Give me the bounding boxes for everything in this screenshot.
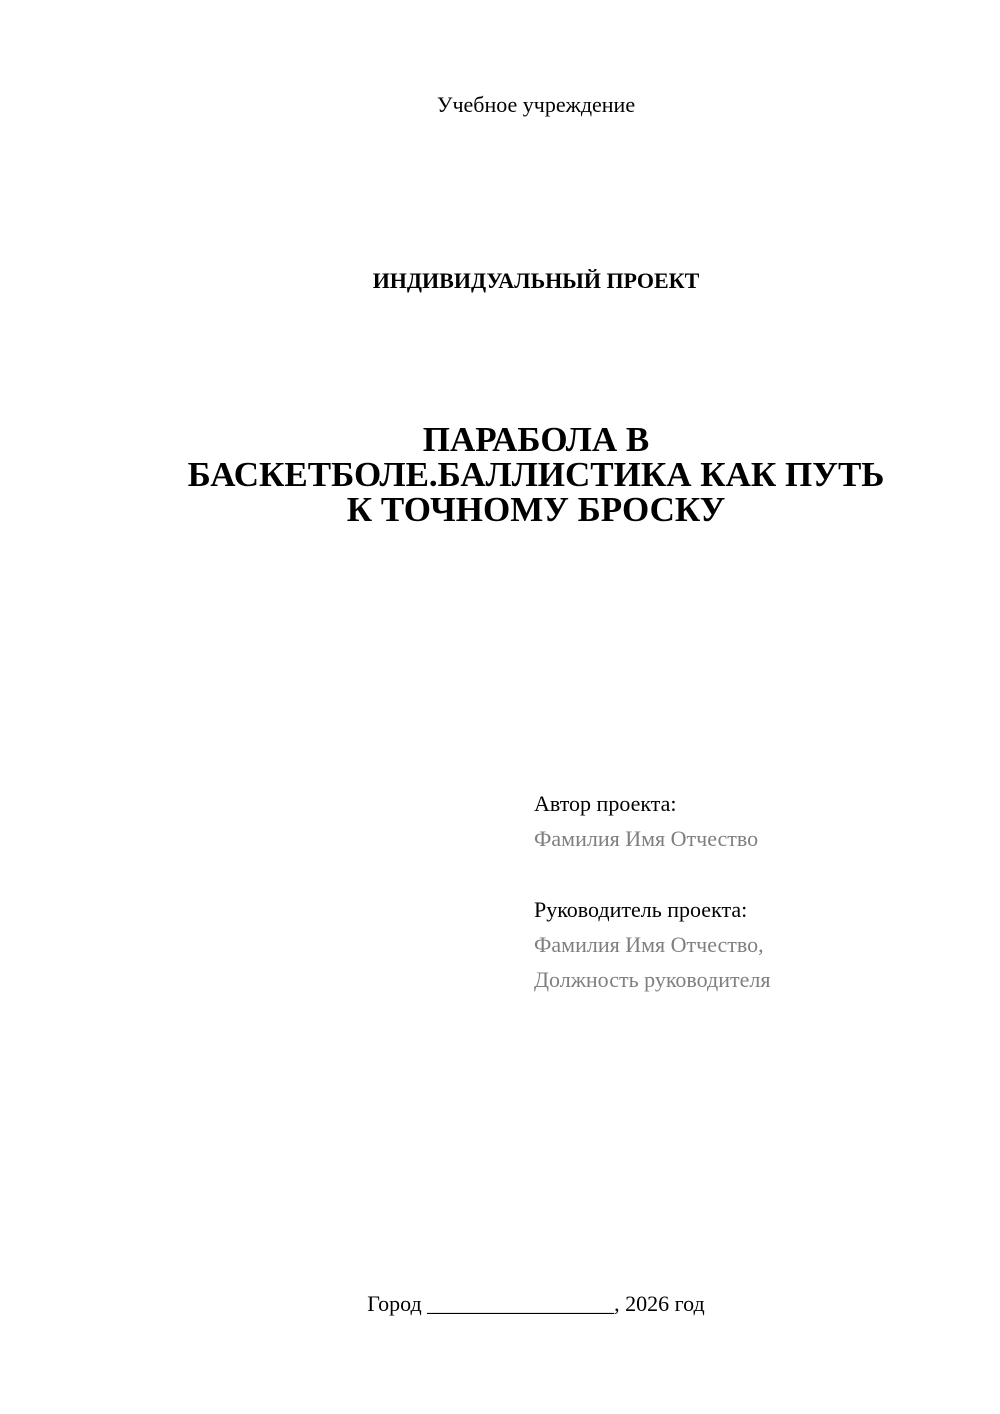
supervisor-name: Фамилия Имя Отчество, (534, 932, 764, 957)
supervisor-label: Руководитель проекта: (534, 897, 748, 922)
city-year-line: Город _________________, 2026 год (367, 1291, 705, 1316)
project-title (150, 422, 922, 527)
supervisor-position: Должность руководителя (534, 967, 771, 992)
supervisor-block (534, 892, 974, 997)
institution-name: Учебное учреждение (436, 92, 636, 117)
author-label: Автор проекта: (534, 791, 677, 816)
project-title-line-1: ПАРАБОЛА В (422, 420, 650, 459)
project-title-line-3: К ТОЧНОМУ БРОСКУ (346, 490, 726, 529)
author-name: Фамилия Имя Отчество (534, 826, 759, 851)
project-title-line-2: БАСКЕТБОЛЕ.БАЛЛИСТИКА КАК ПУТЬ (187, 455, 885, 494)
author-block (534, 786, 974, 856)
document-type: ИНДИВИДУАЛЬНЫЙ ПРОЕКТ (372, 268, 700, 293)
